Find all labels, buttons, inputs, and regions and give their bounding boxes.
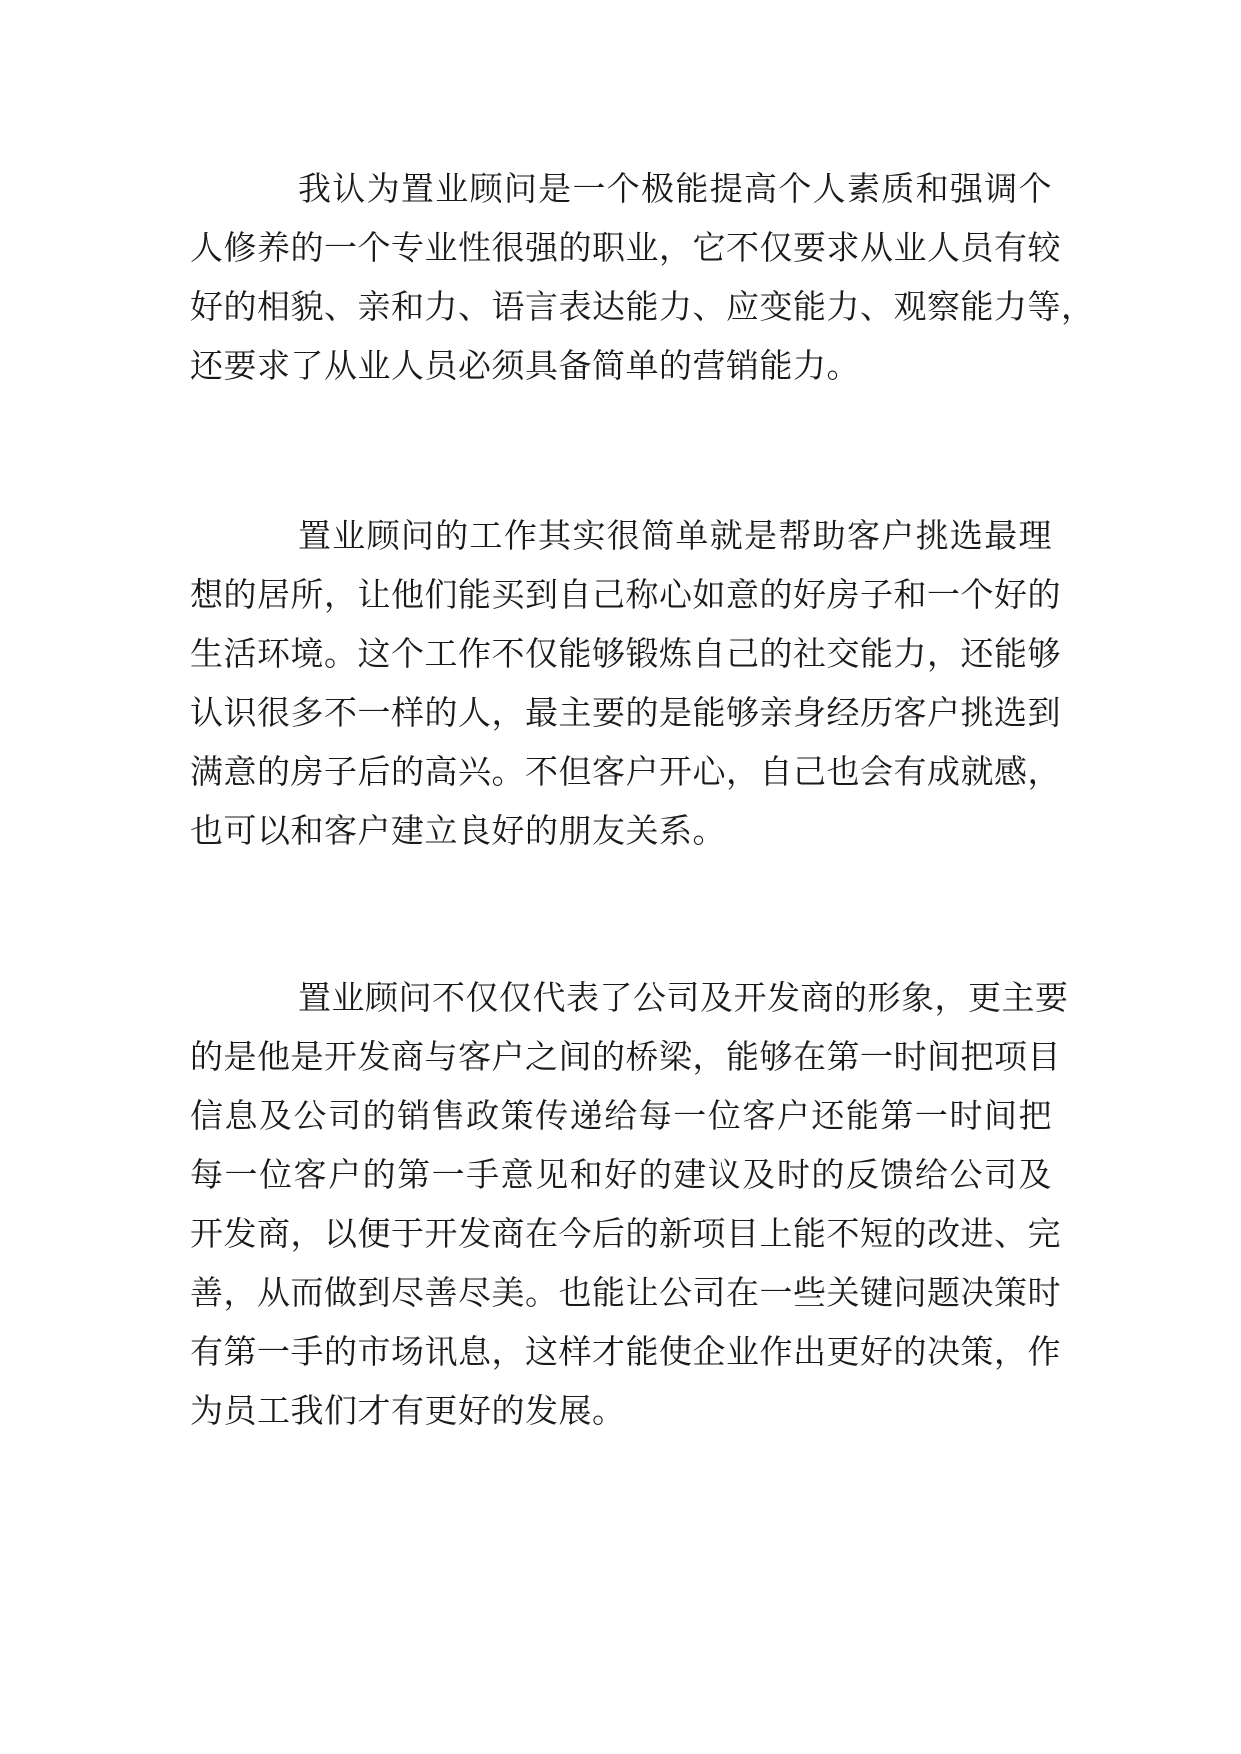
paragraph-line: 我认为置业顾问是一个极能提高个人素质和强调个: [298, 169, 1052, 208]
paragraph-line: 置业顾问的工作其实很简单就是帮助客户挑选最理: [298, 516, 1052, 555]
paragraph-line: 有第一手的市场讯息，这样才能使企业作出更好的决策，作: [190, 1332, 1061, 1371]
paragraph-line: 满意的房子后的高兴。不但客户开心，自己也会有成就感，: [190, 752, 1061, 791]
paragraph-line: 为员工我们才有更好的发展。: [190, 1391, 626, 1430]
paragraph-3: [190, 968, 1069, 1440]
paragraph-line: 每一位客户的第一手意见和好的建议及时的反馈给公司及: [190, 1155, 1052, 1194]
paragraph-line: 开发商，以便于开发商在今后的新项目上能不短的改进、完: [190, 1214, 1061, 1253]
paragraph-line: 还要求了从业人员必须具备简单的营销能力。: [190, 346, 860, 385]
paragraph-1: [190, 159, 1095, 395]
paragraph-2: [190, 506, 1061, 860]
paragraph-line: 也可以和客户建立良好的朋友关系。: [190, 811, 726, 850]
paragraph-line: 认识很多不一样的人，最主要的是能够亲身经历客户挑选到: [190, 693, 1061, 732]
paragraph-line: 善，从而做到尽善尽美。也能让公司在一些关键问题决策时: [190, 1273, 1061, 1312]
paragraph-line: 想的居所，让他们能买到自己称心如意的好房子和一个好的: [190, 575, 1061, 614]
paragraph-line: 的是他是开发商与客户之间的桥梁，能够在第一时间把项目: [190, 1037, 1061, 1076]
paragraph-line: 生活环境。这个工作不仅能够锻炼自己的社交能力，还能够: [190, 634, 1061, 673]
paragraph-line: 人修养的一个专业性很强的职业，它不仅要求从业人员有较: [190, 228, 1061, 267]
paragraph-line: 置业顾问不仅仅代表了公司及开发商的形象，更主要: [298, 978, 1069, 1017]
paragraph-line: 好的相貌、亲和力、语言表达能力、应变能力、观察能力等，: [190, 287, 1095, 326]
paragraph-line: 信息及公司的销售政策传递给每一位客户还能第一时间把: [190, 1096, 1052, 1135]
